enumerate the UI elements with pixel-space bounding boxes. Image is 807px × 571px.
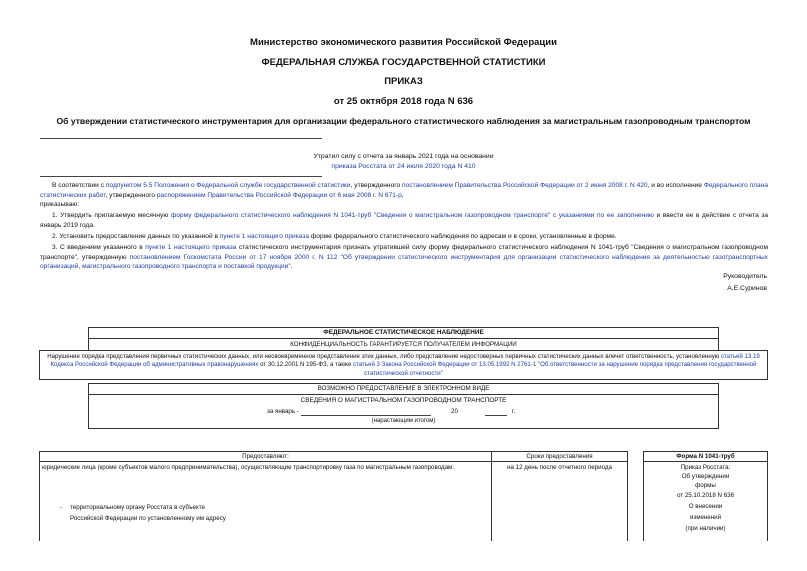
year-prefix: 20 xyxy=(451,408,458,415)
signature-name: А.Е.Суринов xyxy=(727,285,767,292)
ministry-name: Министерство экономического развития Российской Федерации xyxy=(250,37,557,48)
order-item-1: 1. Утвердить прилагаемую месячную форму федерального статистического наблюдения N 1041-труб "Сведения о магистральном газопроводном транспорте" с указаниями по ее заполнению и ввести ее в действие с отчета за январь 2019 года. xyxy=(40,212,769,229)
item-2-link[interactable]: пункте 1 настоящего приказа xyxy=(219,233,310,240)
table-header-submitters: Предоставляют: xyxy=(39,451,492,462)
page-title: Об утверждении статистического инструментария для организации федерального статистического наблюдения за магистральным газопроводным транспортом xyxy=(56,116,751,126)
order-item-2: 2. Установить предоставление данных по указанной в пункте 1 настоящего приказа форме федерального статистического наблюдения по адресам и в сроки, установленные в форме. xyxy=(52,233,617,240)
status-note: Утратил силу с отчета за январь 2021 года на основании xyxy=(313,153,494,160)
table-header-deadlines: Сроки предоставления xyxy=(491,451,628,462)
preamble-link-plan[interactable]: Федерального плана статистических работ xyxy=(40,182,768,199)
federal-observation-box: ФЕДЕРАЛЬНОЕ СТАТИСТИЧЕСКОЕ НАБЛЮДЕНИЕ xyxy=(88,327,719,339)
electronic-submission-box: ВОЗМОЖНО ПРЕДОСТАВЛЕНИЕ В ЭЛЕКТРОННОМ ВИДЕ xyxy=(88,383,719,395)
year-suffix: г. xyxy=(512,408,516,415)
row-submitters-sub2: Российской Федерации по установленному им адресу xyxy=(70,515,226,522)
signature-role: Руководитель xyxy=(723,273,767,280)
preamble-link-resolution[interactable]: постановлением Правительства Российской Федерации от 2 июня 2008 г. N 420 xyxy=(402,182,648,189)
divider xyxy=(40,138,322,139)
confidentiality-box: КОНФИДЕНЦИАЛЬНОСТЬ ГАРАНТИРУЕТСЯ ПОЛУЧАТЕЛЕМ ИНФОРМАЦИИ xyxy=(88,338,719,351)
koap-article-link[interactable]: статьей 13.19 Кодекса Российской Федерации об административных правонарушениях xyxy=(50,353,760,369)
preamble-link-regulation[interactable]: подпунктом 5.5 Положения о Федеральной службе государственной статистики xyxy=(105,182,351,189)
period-input-line[interactable] xyxy=(301,415,431,416)
table-header-form: Форма N 1041-труб xyxy=(643,451,768,462)
document-date-number: от 25 октября 2018 года N 636 xyxy=(333,96,474,107)
divider xyxy=(40,176,322,177)
item-3-link[interactable]: пункте 1 настоящего приказа xyxy=(145,244,237,251)
table-row-deadline xyxy=(491,461,628,541)
goskomstat-resolution-link[interactable]: постановлением Госкомстата России от 17 ноября 2000 г. N 112 "Об утверждении статистического инструментария для организации статистического наблюдения за деятельностью газотранспортных организаций, магистрального газопроводного транспорта и поставкой продукции" xyxy=(40,253,768,271)
order-word: приказываю: xyxy=(40,201,80,208)
preamble-paragraph: В соответствии с подпунктом 5.5 Положения о Федеральной службе государственной статистики, утвержденного постановлением Правительства Российской Федерации от 2 июня 2008 г. N 420, и во исполнение Федерального плана статистических работ, утвержденного распоряжением Правительства Российской Федерации от 6 мая 2008 г. N 671-р, xyxy=(40,182,768,199)
form-link[interactable]: форму федерального статистического наблюдения N 1041-труб "Сведения о магистральном газопроводном транспорте" с указаниями по ее заполнению xyxy=(170,212,654,219)
report-title-box xyxy=(88,394,719,429)
report-title: СВЕДЕНИЯ О МАГИСТРАЛЬНОМ ГАЗОПРОВОДНОМ ТРАНСПОРТЕ xyxy=(300,397,507,404)
row-submitters-sub1: территориальному органу Росстата в субъекте xyxy=(70,504,205,511)
preamble-link-order[interactable]: распоряжением Правительства Российской Федерации от 6 мая 2008 г. N 671-р xyxy=(156,191,402,199)
table-row-submitters xyxy=(39,461,492,541)
row-deadline-text: на 12 день после отчетного периода xyxy=(507,464,612,471)
list-bullet: - xyxy=(60,504,63,511)
repeal-order-link[interactable]: приказа Росстата от 24 июля 2020 года N 410 xyxy=(331,163,476,170)
service-name: ФЕДЕРАЛЬНАЯ СЛУЖБА ГОСУДАРСТВЕННОЙ СТАТИСТИКИ xyxy=(261,57,546,68)
period-label: за январь - xyxy=(267,408,299,415)
table-row-form-info: Приказ Росстата: Об утверждении формы от 25.10.2018 N 636 О внесении изменений (при наличии) xyxy=(643,461,768,541)
order-item-3: 3. С введением указанного в пункте 1 настоящего приказа статистического инструментария признать утратившей силу форму федерального статистического наблюдения N 1041-труб "Сведения о магистральном газопроводном транспорте", утвержденную постановлением Госкомстата России от 17 ноября 2000 г. N 112 "Об утверждении статистического инструментария для организации статистического наблюдения за деятельностью газотранспортных организаций, магистрального газопроводного транспорта и поставкой продукции". xyxy=(40,244,768,271)
row-submitters-text: юридические лица (кроме субъектов малого предпринимательства), осуществляющие транспортировку газа по магистральным газопроводам: xyxy=(42,464,455,471)
year-input-line[interactable] xyxy=(485,415,507,416)
document-type: ПРИКАЗ xyxy=(384,76,423,87)
cumulative-note: (нарастающим итогом) xyxy=(371,418,436,424)
liability-warning-box: Нарушение порядка представления первичных статистических данных, или несвоевременное представление этих данных, либо представление недостоверных первичных статистических данных влечет ответственность, установленную статьей 13.19 Кодекса Российской Федерации об административных правонарушениях от 30.12.2001 N 195-ФЗ, а также статьей 3 Закона Российской Федерации от 13.05.1992 N 2761-1 "Об ответственности за нарушение порядка представления государственной статистической отчетности" xyxy=(39,350,768,380)
law-article-link[interactable]: статьей 3 Закона Российской Федерации от 13.05.1992 N 2761-1 "Об ответственности за нарушение порядка представления государственной статистической отчетности" xyxy=(353,361,757,377)
status-note-link-line xyxy=(0,163,807,170)
